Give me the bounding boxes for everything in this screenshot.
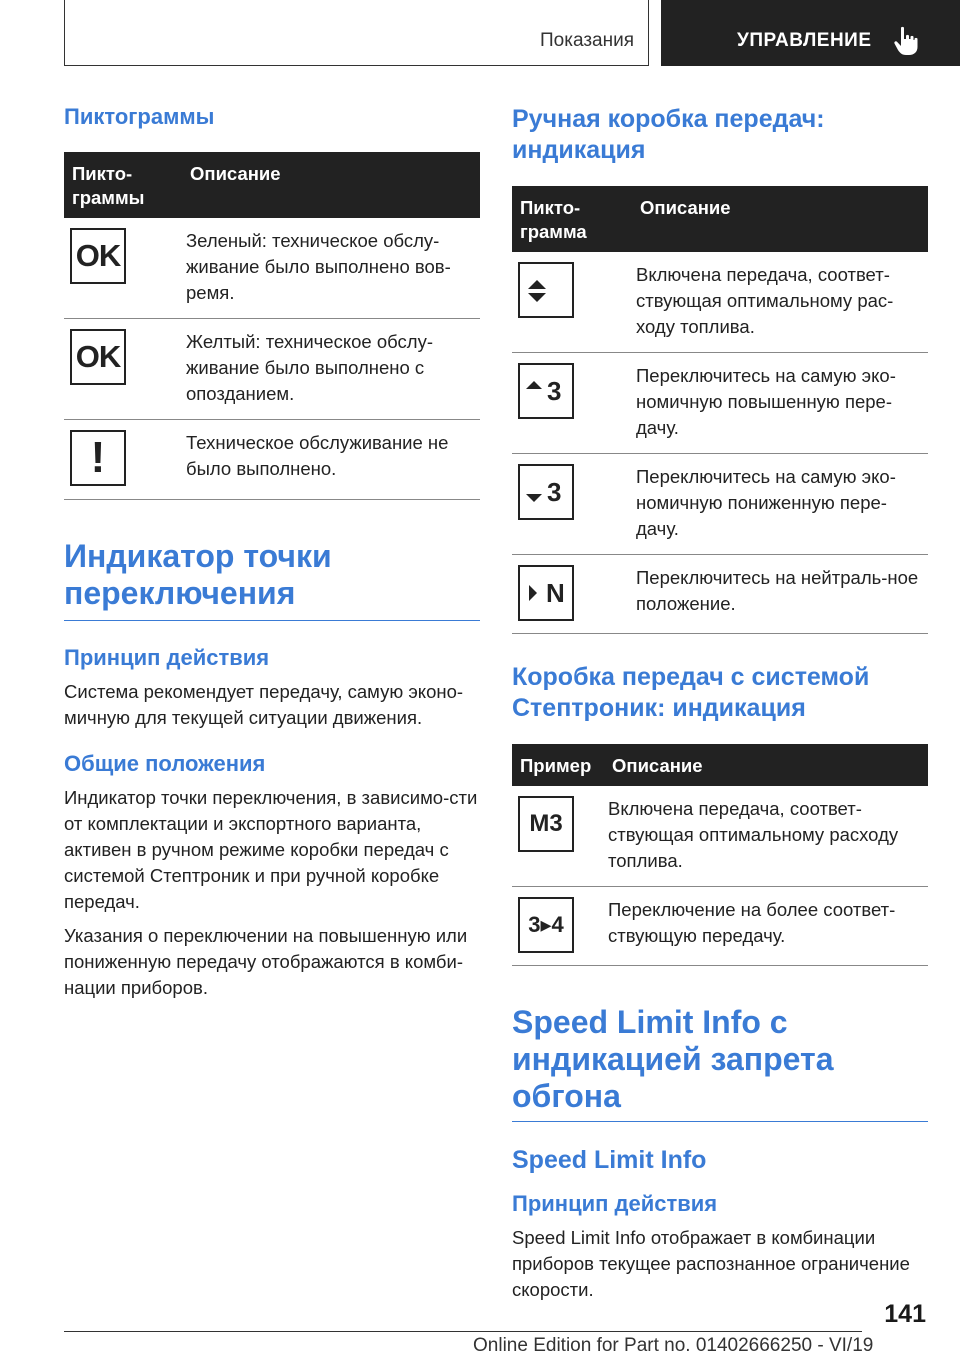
row-description: Включена передача, соответ-ствующая оптимальному расходу топлива. bbox=[604, 786, 928, 887]
table-row bbox=[512, 252, 928, 353]
gear-letter: N bbox=[546, 578, 565, 608]
row-description: Зеленый: техническое обслу-живание было выполнено вов-ремя. bbox=[182, 218, 480, 319]
upshift-icon bbox=[518, 363, 574, 419]
table-row bbox=[64, 218, 480, 319]
table-row bbox=[512, 887, 928, 966]
sli-title: Speed Limit Info bbox=[512, 1146, 707, 1174]
manual-gearbox-table bbox=[512, 186, 928, 634]
row-description: Переключение на более соответ-ствующую передачу. bbox=[604, 887, 928, 966]
downshift-icon bbox=[518, 464, 574, 520]
up-arrow-icon bbox=[520, 365, 572, 417]
table-row bbox=[64, 420, 480, 500]
header-section-label: Показания bbox=[540, 30, 634, 51]
right-column bbox=[512, 104, 928, 1303]
header-chapter-box bbox=[661, 0, 960, 66]
up-down-arrows-icon bbox=[520, 264, 572, 316]
footer-edition: Online Edition for Part no. 01402666250 - VI/19 bbox=[473, 1335, 874, 1356]
exclamation-icon: ! bbox=[70, 430, 126, 486]
shift-3-to-4-icon: 3▸4 bbox=[518, 897, 574, 953]
page-number: 141 bbox=[884, 1300, 926, 1328]
shift-indicator-title: Индикатор точки переключения bbox=[64, 538, 480, 621]
general-text-1: Индикатор точки переключения, в зависимо-сти от комплектации и экспортного варианта, активен в ручном режиме коробки передач с системой Стептроник и при ручной коробке передач. bbox=[64, 787, 478, 912]
pict-col-header: Пикто-грамма bbox=[512, 186, 632, 252]
down-arrow-icon bbox=[520, 466, 572, 518]
row-description: Переключитесь на нейтраль-ное положение. bbox=[632, 555, 928, 634]
row-description: Переключитесь на самую эко-номичную пониженную пере-дачу. bbox=[632, 454, 928, 555]
pict-col-header: Пикто-граммы bbox=[64, 152, 182, 218]
principle-title: Принцип действия bbox=[64, 645, 270, 670]
sli-principle-title: Принцип действия bbox=[512, 1191, 718, 1216]
sli-text: Speed Limit Info отображает в комбинации приборов текущее распознанное ограничение скорости. bbox=[512, 1227, 910, 1300]
gear-number: 3 bbox=[547, 477, 562, 507]
principle-text: Система рекомендует передачу, самую эконо-мичную для текущей ситуации движения. bbox=[64, 681, 464, 728]
footer-divider bbox=[64, 1331, 862, 1332]
table-row bbox=[512, 454, 928, 555]
row-description: Переключитесь на самую эко-номичную повышенную пере-дачу. bbox=[632, 353, 928, 454]
desc-col-header: Описание bbox=[182, 152, 480, 218]
speed-limit-title: Speed Limit Info с индикацией запрета обгона bbox=[512, 1004, 928, 1122]
example-col-header: Пример bbox=[512, 744, 604, 786]
row-description: Включена передача, соответ-ствующая оптимальному рас-ходу топлива. bbox=[632, 252, 928, 353]
steptronic-table bbox=[512, 744, 928, 966]
row-description: Желтый: техническое обслу-живание было выполнено с опозданием. bbox=[182, 319, 480, 420]
ok-yellow-icon: OK bbox=[70, 329, 126, 385]
hand-pointer-icon bbox=[893, 26, 921, 56]
general-text-2: Указания о переключении на повышенную или пониженную передачу отображаются в комби-нации приборов. bbox=[64, 925, 468, 998]
desc-col-header: Описание bbox=[632, 186, 928, 252]
table-row bbox=[512, 786, 928, 887]
desc-col-header: Описание bbox=[604, 744, 928, 786]
gear-optimal-icon bbox=[518, 262, 574, 318]
left-column bbox=[64, 104, 480, 1001]
table-row bbox=[512, 353, 928, 454]
m3-gear-icon: M3 bbox=[518, 796, 574, 852]
table-row bbox=[512, 555, 928, 634]
table-row bbox=[64, 319, 480, 420]
neutral-icon bbox=[518, 565, 574, 621]
row-description: Техническое обслуживание не было выполнено. bbox=[182, 420, 480, 500]
general-title: Общие положения bbox=[64, 751, 266, 776]
header-chapter-label: УПРАВЛЕНИЕ bbox=[737, 30, 872, 51]
ok-green-icon: OK bbox=[70, 228, 126, 284]
steptronic-title: Коробка передач с системой Стептроник: индикация bbox=[512, 663, 870, 722]
pictograms-table bbox=[64, 152, 480, 500]
pictograms-title: Пиктограммы bbox=[64, 104, 215, 129]
gear-number: 3 bbox=[547, 376, 562, 406]
header-section-box bbox=[64, 0, 649, 66]
manual-gearbox-title: Ручная коробка передач: индикация bbox=[512, 105, 825, 164]
